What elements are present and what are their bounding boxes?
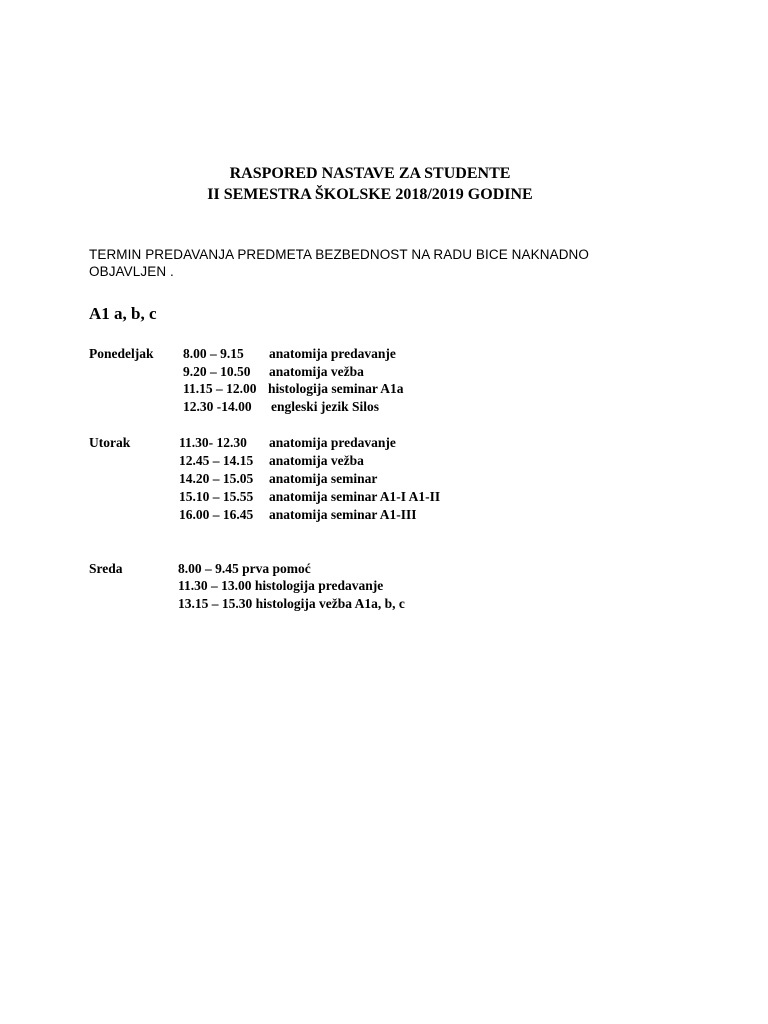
- schedule-row: [179, 506, 417, 524]
- schedule-time: 8.00 – 9.45: [178, 561, 239, 576]
- group-heading: A1 a, b, c: [89, 304, 157, 323]
- schedule-row: [179, 470, 377, 488]
- day-label-ponedeljak: Ponedeljak: [89, 346, 154, 361]
- schedule-time: 15.10 – 15.55: [179, 489, 254, 504]
- schedule-time: 11.30 – 13.00: [178, 578, 252, 593]
- schedule-row: [183, 380, 404, 398]
- schedule-row: [178, 595, 405, 613]
- schedule-subject: anatomija seminar A1-III: [269, 507, 417, 522]
- schedule-time: 13.15 – 15.30: [178, 596, 253, 611]
- schedule-subject: anatomija vežba: [269, 364, 364, 379]
- schedule-subject: prva pomoć: [242, 561, 311, 576]
- schedule-time: 12.45 – 14.15: [179, 453, 254, 468]
- day-label-utorak: Utorak: [89, 435, 131, 450]
- schedule-subject: histologija predavanje: [254, 578, 384, 593]
- schedule-subject: anatomija predavanje: [269, 346, 396, 361]
- schedule-subject: anatomija predavanje: [269, 435, 396, 450]
- schedule-time: 12.30 -14.00: [183, 399, 252, 414]
- schedule-time: 16.00 – 16.45: [179, 507, 254, 522]
- schedule-subject: anatomija seminar: [269, 471, 378, 486]
- schedule-subject: anatomija seminar A1-I A1-II: [269, 489, 441, 504]
- schedule-time: 11.15 – 12.00: [183, 381, 257, 396]
- schedule-time: 8.00 – 9.15: [183, 346, 244, 361]
- day-label-sreda: Sreda: [89, 561, 123, 576]
- document-title-line-2: II SEMESTRA ŠKOLSKE 2018/2019 GODINE: [207, 186, 533, 203]
- schedule-subject: histologija vežba A1a, b, c: [255, 596, 405, 611]
- schedule-row: [179, 488, 440, 506]
- schedule-row: [178, 577, 383, 595]
- schedule-row: [179, 452, 364, 470]
- schedule-row: [179, 434, 396, 452]
- schedule-time: 9.20 – 10.50: [183, 364, 251, 379]
- schedule-time: 14.20 – 15.05: [179, 471, 254, 486]
- schedule-row: [183, 363, 364, 381]
- schedule-time: 11.30- 12.30: [179, 435, 247, 450]
- schedule-subject: engleski jezik Silos: [271, 399, 380, 414]
- schedule-subject: histologija seminar A1a: [268, 381, 404, 396]
- schedule-row: [178, 560, 311, 578]
- notice-line-1: TERMIN PREDAVANJA PREDMETA BEZBEDNOST NA RADU BICE NAKNADNO: [89, 247, 589, 262]
- schedule-row: [183, 398, 379, 416]
- document-title-line-1: RASPORED NASTAVE ZA STUDENTE: [229, 165, 511, 182]
- schedule-row: [183, 345, 396, 363]
- notice-line-2: OBJAVLJEN .: [89, 264, 174, 279]
- schedule-subject: anatomija vežba: [269, 453, 364, 468]
